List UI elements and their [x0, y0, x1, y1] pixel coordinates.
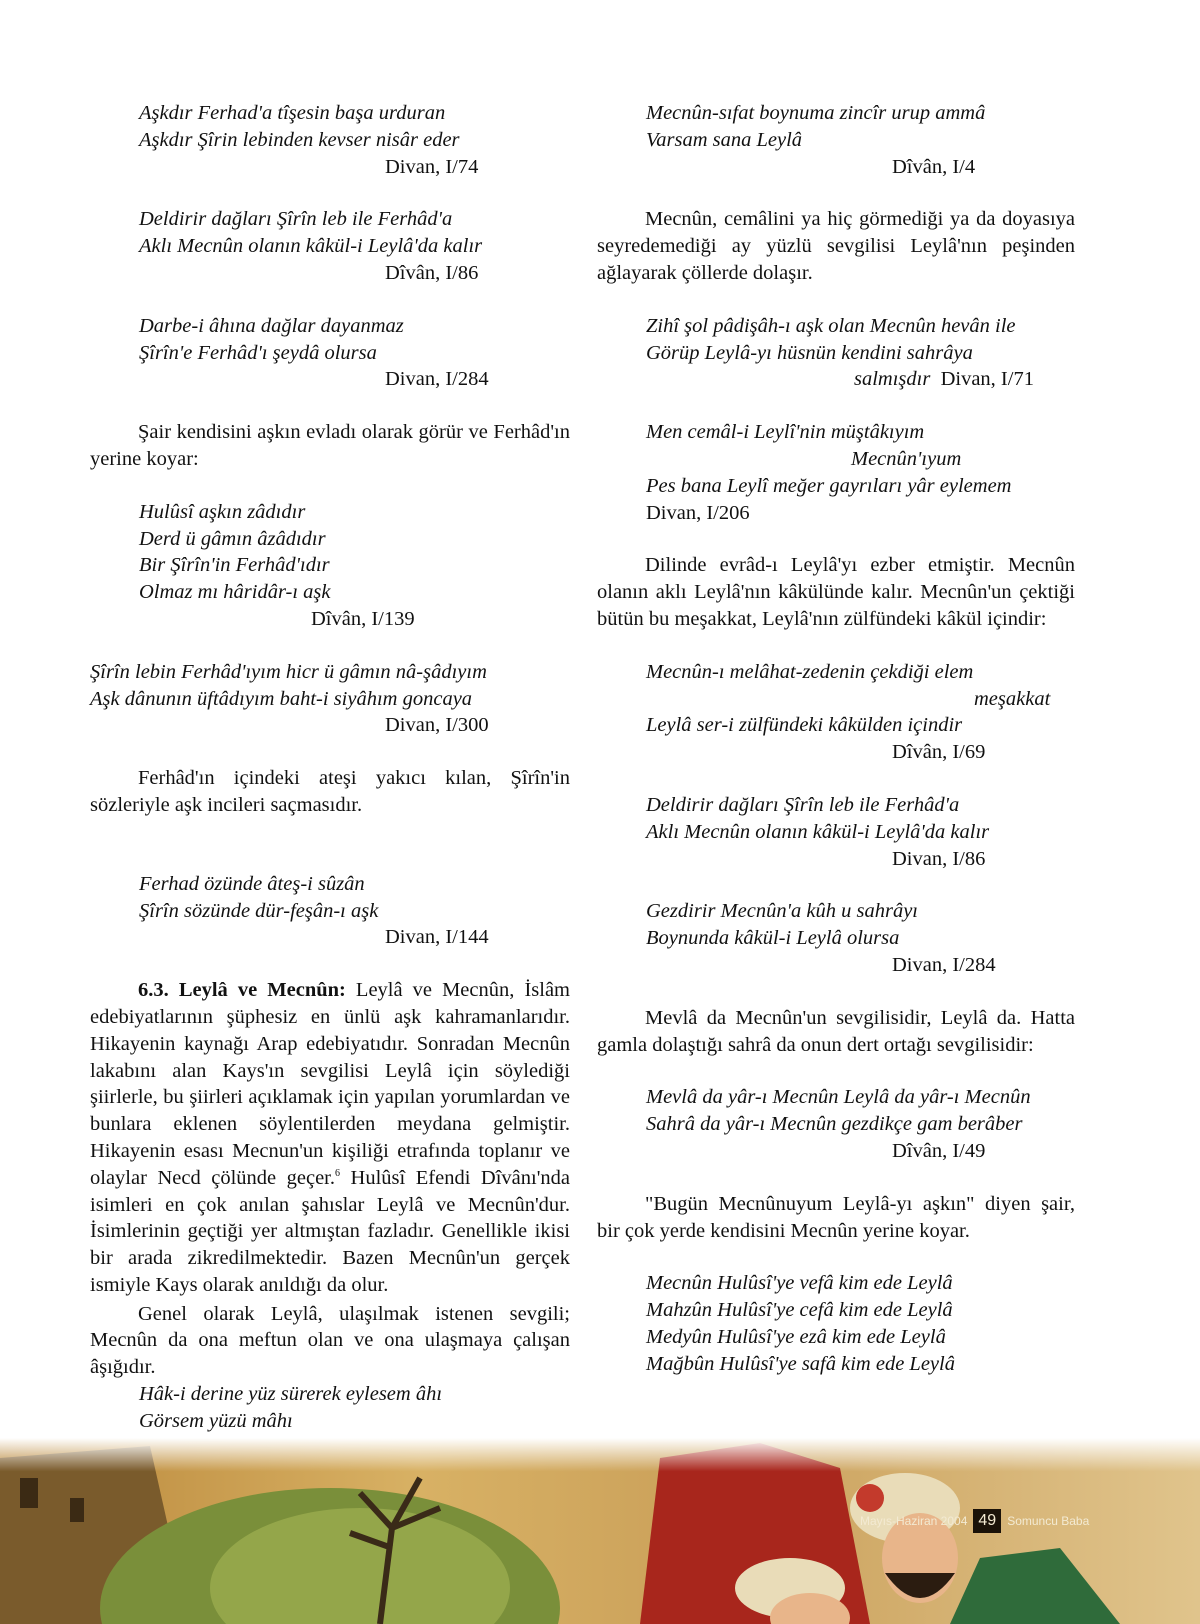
verse-line: Hâk-i derine yüz sürerek eylesem âhı [139, 1383, 443, 1406]
verse-line: Zihî şol pâdişâh-ı aşk olan Mecnûn hevân ile [646, 314, 1016, 337]
page-number: 49 [973, 1509, 1001, 1533]
verse-block [597, 1084, 1075, 1164]
verse-line: Darbe-i âhına dağlar dayanmaz [139, 314, 404, 337]
verse-source: Divan, I/206 [646, 501, 750, 524]
body-paragraph: "Bugün Mecnûnuyum Leylâ-yı aşkın" diyen şair, bir çok yerde kendisini Mecnûn yerine koyar. [597, 1192, 1075, 1242]
verse-line: Şîrîn sözünde dür-feşân-ı aşk [139, 899, 379, 922]
verse-source: Dîvân, I/139 [311, 607, 415, 630]
verse-block [597, 1270, 1075, 1377]
verse-block [597, 100, 1075, 180]
verse-line: Görüp Leylâ-yı hüsnün kendini sahrâya [646, 341, 973, 364]
verse-source: Divan, I/74 [385, 155, 479, 178]
verse-line: Aşk dânunın üftâdıyım baht-i siyâhım goncaya [90, 687, 473, 710]
verse-block [597, 313, 1075, 393]
paragraph-text: Leylâ ve Mecnûn, İslâm edebiyatlarının şüphesiz en ünlü aşk kahramanlarıdır. Hikayenin kaynağı Arap edebiyatıdır. Sonradan Mecnûn lakabını alan Kays'ın sevgilisi Leylâ için söylediği şiirlerle, bu şiirleri açıklamak için yapılan yorumlardan ve bunlara eklenen söylentilerden meydana gelmiştir. Hikayenin esası Mecnun'un kişiliği etrafında toplanır ve olaylar Necd çölünde geçer. [90, 979, 570, 1189]
verse-line: Medyûn Hulûsî'ye ezâ kim ede Leylâ [646, 1325, 946, 1348]
verse-source: Dîvân, I/86 [385, 261, 479, 284]
right-column [597, 100, 1075, 1403]
verse-line: Mecnûn-sıfat boynuma zincîr urup ammâ [646, 102, 986, 124]
verse-line: Mevlâ da yâr-ı Mecnûn Leylâ da yâr-ı Mecnûn [646, 1086, 1031, 1109]
body-paragraph: Genel olarak Leylâ, ulaşılmak istenen sevgili; Mecnûn da ona meftun olan ve ona ulaşmaya çalışan âşığıdır. [90, 1302, 570, 1379]
verse-line: Mecnûn-ı melâhat-zedenin çekdiği elem [646, 660, 974, 683]
verse-source: Divan, I/71 [940, 368, 1034, 391]
verse-source: Dîvân, I/4 [892, 155, 976, 178]
verse-block [90, 100, 570, 180]
verse-line: Mecnûn Hulûsî'ye vefâ kim ede Leylâ [646, 1272, 953, 1295]
verse-line: Aklı Mecnûn olanın kâkül-i Leylâ'da kalır [139, 235, 483, 258]
verse-line: meşakkat [974, 687, 1051, 710]
verse-source: Divan, I/86 [892, 847, 986, 870]
left-column [90, 100, 570, 1461]
body-paragraph: Mevlâ da Mecnûn'un sevgilisidir, Leylâ da. Hatta gamla dolaştığı sahrâ da onun dert ortağı sevgilisidir: [597, 1006, 1075, 1056]
verse-line: Aklı Mecnûn olanın kâkül-i Leylâ'da kalır [646, 820, 990, 843]
verse-line: Leylâ ser-i zülfündeki kâkülden içindir [646, 714, 963, 737]
verse-block [597, 419, 1075, 526]
verse-line [646, 366, 1075, 393]
verse-source: Dîvân, I/69 [892, 741, 986, 764]
verse-block [90, 1381, 570, 1435]
verse-line: Aşkdır Ferhad'a tîşesin başa urduran [139, 102, 446, 124]
verse-line: Sahrâ da yâr-ı Mecnûn gezdikçe gam berâber [646, 1113, 1023, 1136]
verse-line: Derd ü gâmın âzâdıdır [139, 527, 326, 550]
verse-block [90, 499, 570, 633]
verse-line: Olmaz mı hâridâr-ı aşk [139, 581, 331, 604]
body-paragraph: Ferhâd'ın içindeki ateşi yakıcı kılan, Şîrîn'in sözleriyle aşk incileri saçmasıdır. [90, 767, 570, 816]
verse-line: Mağbûn Hulûsî'ye safâ kim ede Leylâ [646, 1352, 955, 1375]
verse-line: Mecnûn'ıyum [851, 447, 962, 470]
verse-line: Mahzûn Hulûsî'ye cefâ kim ede Leylâ [646, 1299, 953, 1322]
verse-line: Ferhad özünde âteş-i sûzân [139, 872, 365, 895]
verse-source: Divan, I/144 [385, 926, 489, 949]
verse-line: Deldirir dağları Şîrîn leb ile Ferhâd'a [646, 793, 960, 816]
body-paragraph: Şair kendisini aşkın evladı olarak görür ve Ferhâd'ın yerine koyar: [90, 421, 570, 470]
verse-line: Şîrîn lebin Ferhâd'ıyım hicr ü gâmın nâ-şâdıyım [90, 660, 487, 683]
verse-block [90, 871, 570, 951]
section-paragraph [90, 977, 570, 1299]
verse-line: Varsam sana Leylâ [646, 128, 803, 151]
verse-line: Görsem yüzü mâhı [139, 1409, 293, 1432]
verse-line-tail: salmışdır [854, 368, 931, 391]
verse-line: Hulûsî aşkın zâdıdır [139, 500, 306, 523]
paragraph-text: Hulûsî Efendi Dîvânı'nda isimleri en çok anılan şahıslar Leylâ ve Mecnûn'dur. İsimlerinin geçtiği yer altmıştan fazladır. Genellikle ikisi bir arada zikredilmektedir. Bazen Mecnûn'un gerçek ismiyle Kays olarak anıldığı da olur. [90, 1166, 570, 1296]
verse-line: Bir Şîrîn'in Ferhâd'ıdır [139, 554, 330, 577]
verse-block [597, 792, 1075, 872]
verse-block [90, 659, 570, 739]
verse-block [597, 659, 1075, 766]
verse-line: Gezdirir Mecnûn'a kûh u sahrâyı [646, 900, 918, 923]
verse-source: Divan, I/284 [892, 953, 996, 976]
magazine-name: Somuncu Baba [1007, 1514, 1090, 1528]
body-paragraph: Dilinde evrâd-ı Leylâ'yı ezber etmiştir. Mecnûn olanın aklı Leylâ'nın kâkülünde kalır. Mecnûn'un çektiği bütün bu meşakkat, Leylâ'nın zülfündeki kâkül içindir: [597, 554, 1075, 630]
issue-date: Mayıs-Haziran 2004 [860, 1514, 968, 1528]
page-footer [860, 1508, 1089, 1534]
verse-block [597, 898, 1075, 978]
verse-block [90, 313, 570, 393]
verse-block [90, 206, 570, 286]
verse-line: Şîrîn'e Ferhâd'ı şeydâ olursa [139, 341, 377, 364]
verse-line: Men cemâl-i Leylî'nin müştâkıyım [646, 421, 925, 444]
verse-source: Divan, I/300 [385, 714, 489, 737]
body-paragraph: Mecnûn, cemâlini ya hiç görmediği ya da doyasıya seyredemediği ay yüzlü sevgilisi Leylâ'nın peşinden ağlayarak çöllerde dolaşır. [597, 208, 1075, 284]
verse-line: Deldirir dağları Şîrîn leb ile Ferhâd'a [139, 208, 453, 231]
verse-line: Pes bana Leylî meğer gayrıları yâr eylemem [646, 474, 1012, 497]
footnote-marker: 6 [335, 1167, 341, 1179]
section-heading: 6.3. Leylâ ve Mecnûn: [138, 979, 346, 1002]
verse-source: Dîvân, I/49 [892, 1139, 986, 1162]
verse-line: Aşkdır Şîrin lebinden kevser nisâr eder [139, 128, 460, 151]
verse-source: Divan, I/284 [385, 368, 489, 391]
verse-line: Boynunda kâkül-i Leylâ olursa [646, 927, 900, 950]
